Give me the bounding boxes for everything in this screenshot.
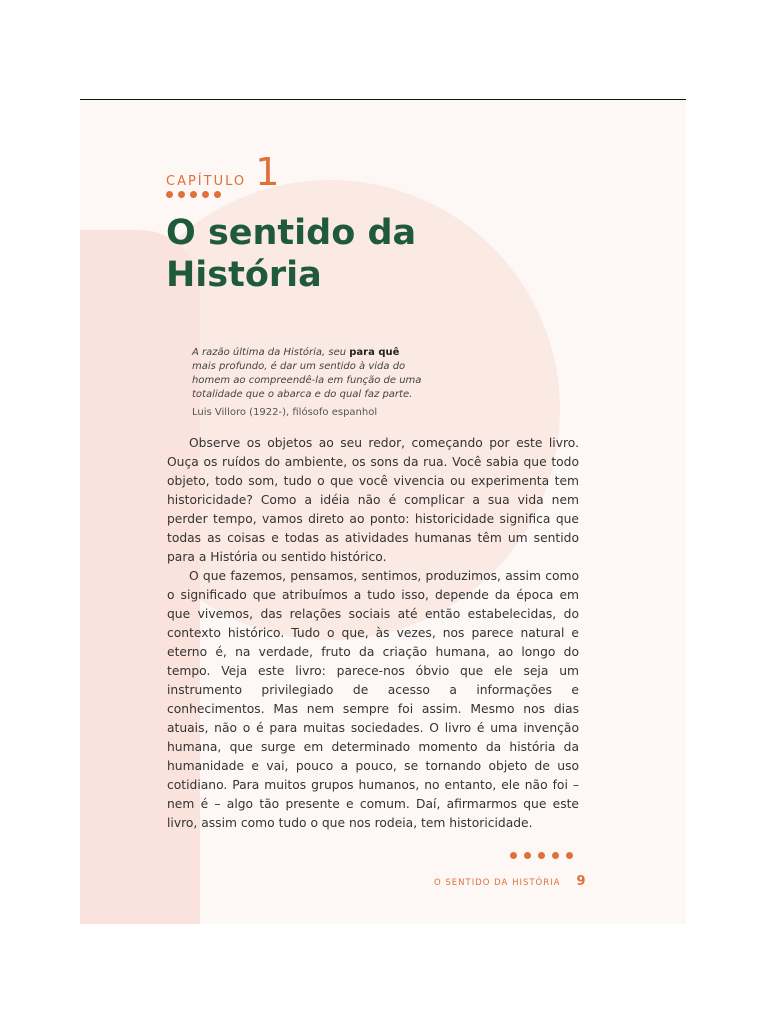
dot-icon [178,191,185,198]
page-footer [434,874,586,889]
dot-icon [566,852,573,859]
dot-icon [538,852,545,859]
dot-icon [202,191,209,198]
epigraph-text [192,346,422,402]
dot-icon [524,852,531,859]
chapter-title [166,212,416,296]
chapter-number: 1 [255,150,280,194]
epigraph-bold: para quê [349,347,400,358]
chapter-label: CAPÍTULO [166,174,247,189]
footer-dots [510,852,573,859]
dot-icon [214,191,221,198]
epigraph-text-before: A razão última da História, seu [192,347,350,358]
paragraph: O que fazemos, pensamos, sentimos, produzimos, assim como o significado que atribuímos a tudo isso, depende da época em que vivemos, das relações sociais até então estabelecidas, do contexto histórico. Tudo o que, às vezes, nos parece natural e eterno é, na verdade, fruto da criação humana, ao longo do tempo. Veja este livro: parece-nos óbvio que ele seja um instrumento privilegiado de acesso a informações e conhecimentos. Mas nem sempre foi assim. Mesmo nos dias atuais, não o é para muitas sociedades. O livro é uma invenção humana, que surge em determinado momento da história da humanidade e vai, pouco a pouco, se tornando objeto de uso cotidiano. Para muitos grupos humanos, no entanto, ele não foi – nem é – algo tão presente e comum. Daí, afirmarmos que este livro, assim como tudo o que nos rodeia, tem historicidade. [167,569,579,830]
running-title: O SENTIDO DA HISTÓRIA [434,878,561,888]
title-line-2: História [166,255,322,295]
title-line-1: O sentido da [166,213,417,253]
book-page [80,100,686,924]
dot-icon [510,852,517,859]
page-number: 9 [576,874,586,889]
epigraph-text-after: mais profundo, é dar um sentido à vida do homem ao compreendê-la em função de uma totalidade que o abarca e do qual faz parte. [192,361,422,400]
chapter-heading [166,150,280,198]
epigraph [192,346,422,418]
paragraph: Observe os objetos ao seu redor, começando por este livro. Ouça os ruídos do ambiente, os sons da rua. Você sabia que todo objeto, todo som, tudo o que você vivencia ou experimenta tem historicidade? Como a idéia não é complicar a sua vida nem perder tempo, vamos direto ao ponto: historicidade significa que todas as coisas e todas as atividades humanas têm um sentido para a História ou sentido histórico. [167,436,579,564]
body-text [167,434,579,833]
dot-icon [166,191,173,198]
dot-icon [190,191,197,198]
epigraph-author: Luis Villoro (1922-), filósofo espanhol [192,407,378,418]
dot-icon [552,852,559,859]
